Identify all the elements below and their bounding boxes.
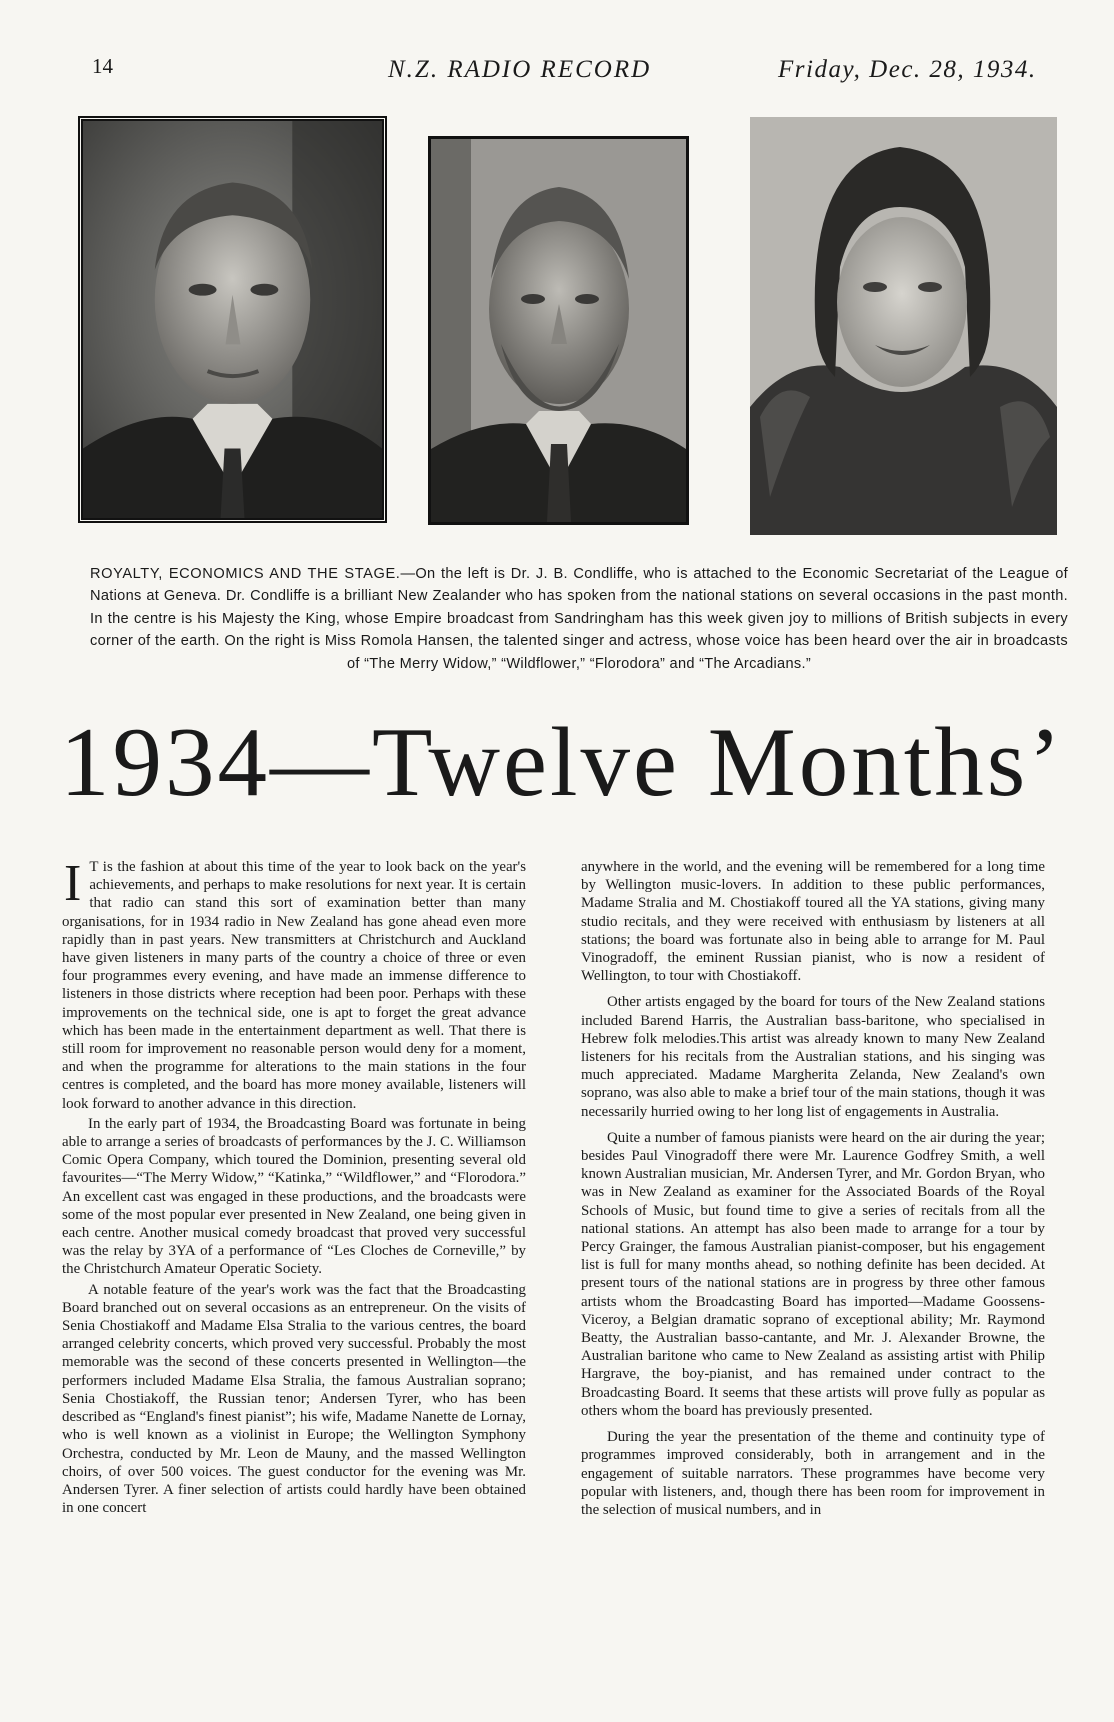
- page-number: 14: [92, 54, 113, 78]
- caption-lead: ROYALTY, ECONOMICS AND THE STAGE.: [90, 565, 401, 582]
- photo-caption: [90, 563, 1068, 676]
- running-header: [0, 54, 1114, 94]
- issue-date: Friday, Dec. 28, 1934.: [778, 56, 1037, 83]
- photo-king: [428, 136, 689, 525]
- article-paragraph: During the year the presentation of the theme and continuity type of programmes improved considerably, both in arrangement and in the engagement of suitable narrators. These programmes have become very popular with listeners, and, though there has been room for improvement in the selection of musical numbers, and in: [581, 1429, 1045, 1518]
- publication-title: N.Z. RADIO RECORD: [388, 56, 652, 83]
- photo-condliffe: [78, 116, 387, 523]
- article-paragraph: A notable feature of the year's work was the fact that the Broadcasting Board branched out on several occasions as an entrepreneur. On the visits of Senia Chostiakoff and Madame Elsa Stralia to the various centres, the board arranged celebrity concerts, which proved very successful. Probably the most memorable was the second of these concerts presented in Wellington—the performers included Madame Elsa Stralia, the famous Australian soprano; Senia Chostiakoff, the Russian tenor; Andersen Tyrer, who has been described as “England's finest pianist”; his wife, Madame Nanette de Lornay, who is well known as a violinist in Europe; the Wellington Symphony Orchestra, conducted by Mr. Leon de Mauny, and the massed Wellington choirs, of over 500 voices. The guest conductor for the evening was Mr. Andersen Tyrer. A finer selection of artists could hardly have been obtained in one concert: [62, 1281, 526, 1517]
- portrait-king-image: [431, 139, 686, 522]
- article-paragraph: In the early part of 1934, the Broadcasting Board was fortunate in being able to arrange a series of broadcasts of performances by the J. C. Williamson Comic Opera Company, which toured the Dominion, presenting several old favourites—“The Merry Widow,” “Katinka,” “Wildflower,” and “Florodora.” An excellent cast was engaged in these productions, and the broadcasts were some of the most popular ever presented in New Zealand, one being given in each centre. Another musical comedy broadcast that proved very successful was the relay by 3YA of a performance of “Les Cloches de Corneville,” by the Christchurch Amateur Operatic Society.: [62, 1115, 526, 1278]
- photo-romola-hansen: [750, 117, 1057, 535]
- article-column-left: [62, 855, 526, 1519]
- headline: 1934—Twelve Months’: [60, 708, 1065, 817]
- caption-text: —On the left is Dr. J. B. Condliffe, who is attached to the Economic Secretariat of the League of Nations at Geneva. Dr. Condliffe is a brilliant New Zealander who has spoken from the national stations on several occasions in the past month. In the centre is his Majesty the King, whose Empire broadcast from Sandringham has this week given joy to millions of British subjects in every corner of the earth. On the right is Miss Romola Hansen, the talented singer and actress, whose voice has been heard over the air in broadcasts of “The Merry Widow,” “Wildflower,” “Florodora” and “The Arcadians.”: [90, 565, 1069, 672]
- portrait-hansen-image: [750, 117, 1057, 535]
- portrait-condliffe-image: [83, 121, 382, 518]
- article-paragraph: Quite a number of famous pianists were heard on the air during the year; besides Paul Vinogradoff there were Mr. Laurence Godfrey Smith, a well known Australian musician, Mr. Andersen Tyrer, and Mr. Gordon Bryan, who was in New Zealand as examiner for the Associated Boards of the Royal Schools of Music, but found time to give a series of recitals from all the national stations. An attempt has also been made to arrange for a tour by Percy Grainger, the famous Australian pianist-composer, but his engagement list is full for many months ahead, so nothing definite has been decided. At present tours of the national stations are in progress by three other famous artists whom the Broadcasting Board has imported—Madame Goossens-Viceroy, a Belgian dramatic soprano of exceptional ability; Mr. Raymond Beatty, the Australian basso-cantante, and Mr. J. Alexander Browne, the Australian baritone who came to New Zealand as assisting artist with Philip Hargrave, the boy-pianist, and has remained under contract to the Broadcasting Board. It seems that these artists will prove fully as popular as others whom the board has previously presented.: [581, 1129, 1045, 1419]
- drop-cap: I: [64, 855, 82, 912]
- article-paragraph: I T is the fashion at about this time of the year to look back on the year's achievements, and perhaps to make resolutions for next year. It is certain that radio can stand this sort of examination better than many organisations, for in 1934 radio in New Zealand has gone ahead even more rapidly than in past years. New transmitters at Christchurch and Auckland have given listeners in many parts of the country a choice of three or even four programmes every evening, and have made an immense difference to listeners in those districts where reception had been poor. Perhaps with these improvements on the technical side, one is apt to forget the great advance which has been made in the entertainment department as well. That there is still room for improvement no reasonable person would deny for a moment, and when the programme for alterations to the main stations in the four centres is completed, and the board has more money available, listeners will look forward to another advance in this direction.: [62, 855, 526, 1112]
- article-paragraph: anywhere in the world, and the evening will be remembered for a long time by Wellington music-lovers. In addition to these public performances, Madame Stralia and M. Chostiakoff toured all the YA stations, giving many studio recitals, and they were received with enthusiasm by listeners at all stations; the board was fortunate also in being able to arrange for M. Paul Vinogradoff, the eminent Russian pianist, who is now a resident of Wellington, to tour with Chostiakoff.: [581, 859, 1045, 985]
- article-paragraph: Other artists engaged by the board for tours of the New Zealand stations included Barend Harris, the Australian bass-baritone, who specialised in Hebrew folk melodies.This artist was already known to many New Zealand listeners for his recitals from the Australian stations, and his singing was much appreciated. Madame Margherita Zelanda, New Zealand's own soprano, was also able to make a brief tour of the main stations, though it was necessarily hurried owing to her long list of engagements in Australia.: [581, 994, 1045, 1120]
- article-column-right: [581, 858, 1045, 1521]
